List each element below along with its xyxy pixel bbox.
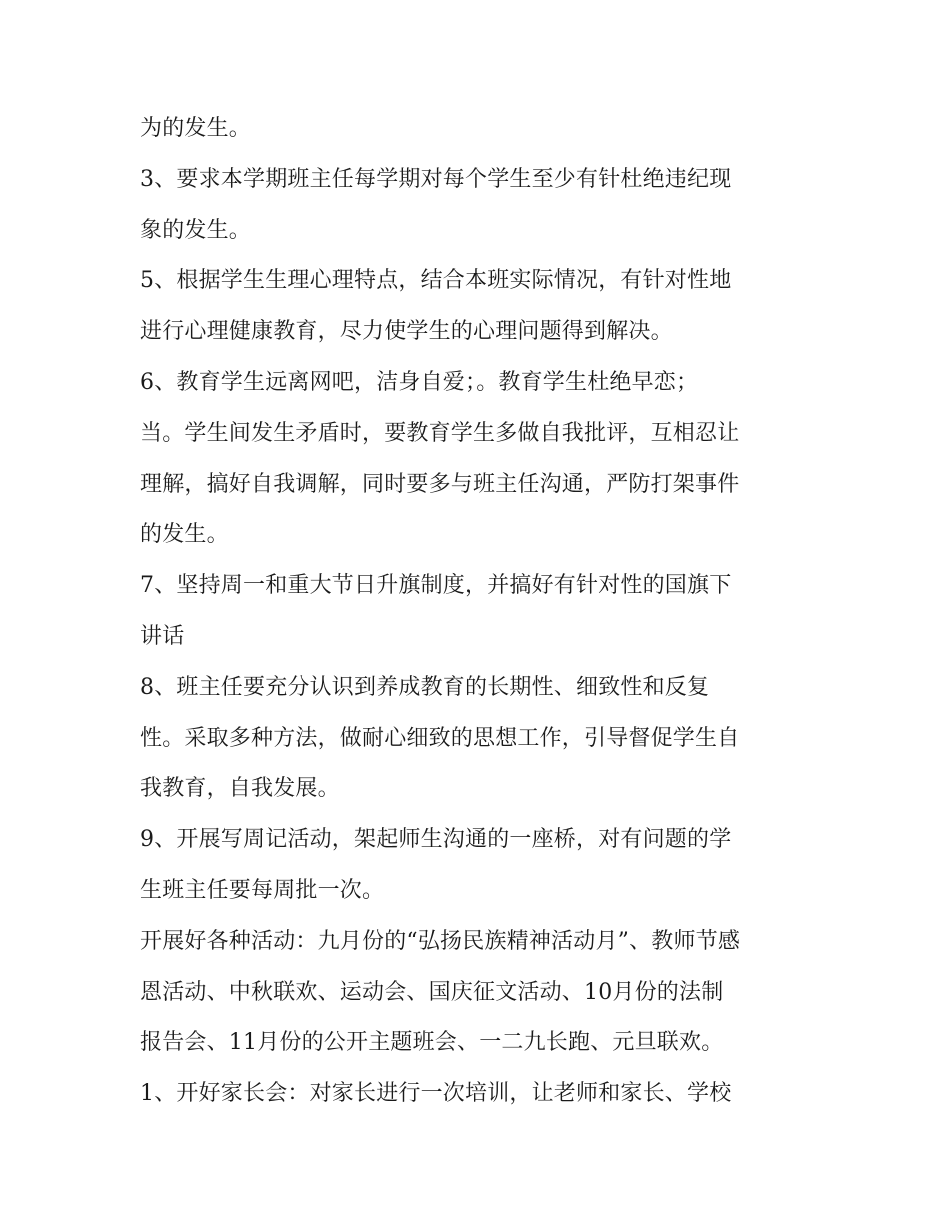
text-line: 当。学生间发生矛盾时，要教育学生多做自我批评，互相忍让 [140,420,740,446]
document-body [140,104,840,1120]
text-line: 进行心理健康教育，尽力使学生的心理问题得到解决。 [140,319,673,345]
text-line: 1、开好家长会：对家长进行一次培训，让老师和家长、学校 [140,1081,732,1107]
text-line: 生班主任要每周批一次。 [140,877,385,903]
text-line: 5、根据学生生理心理特点，结合本班实际情况，有针对性地 [140,268,732,294]
text-line: 恩活动、中秋联欢、运动会、国庆征文活动、10月份的法制 [140,979,724,1005]
text-line: 3、要求本学期班主任每学期对每个学生至少有针杜绝违纪现 [140,166,732,192]
text-line: 理解，搞好自我调解，同时要多与班主任沟通，严防打架事件 [140,471,740,497]
text-line: 讲话 [140,623,185,649]
text-line: 报告会、11月份的公开主题班会、一二九长跑、元旦联欢。 [140,1030,724,1056]
text-line: 6、教育学生远离网吧，洁身自爱；。教育学生杜绝早恋； [140,369,699,395]
text-line: 7、坚持周一和重大节日升旗制度，并搞好有针对性的国旗下 [140,573,732,599]
text-line: 性。采取多种方法，做耐心细致的思想工作，引导督促学生自 [140,725,740,751]
text-line: 8、班主任要充分认识到养成教育的长期性、细致性和反复 [140,674,710,700]
text-line: 的发生。 [140,522,229,548]
text-line: 为的发生。 [140,116,252,141]
text-line: 开展好各种活动：九月份的“弘扬民族精神活动月”、教师节感 [140,928,741,954]
text-line: 我教育，自我发展。 [140,776,340,802]
text-line: 象的发生。 [140,217,252,243]
text-line: 9、开展写周记活动，架起师生沟通的一座桥，对有问题的学 [140,827,732,853]
